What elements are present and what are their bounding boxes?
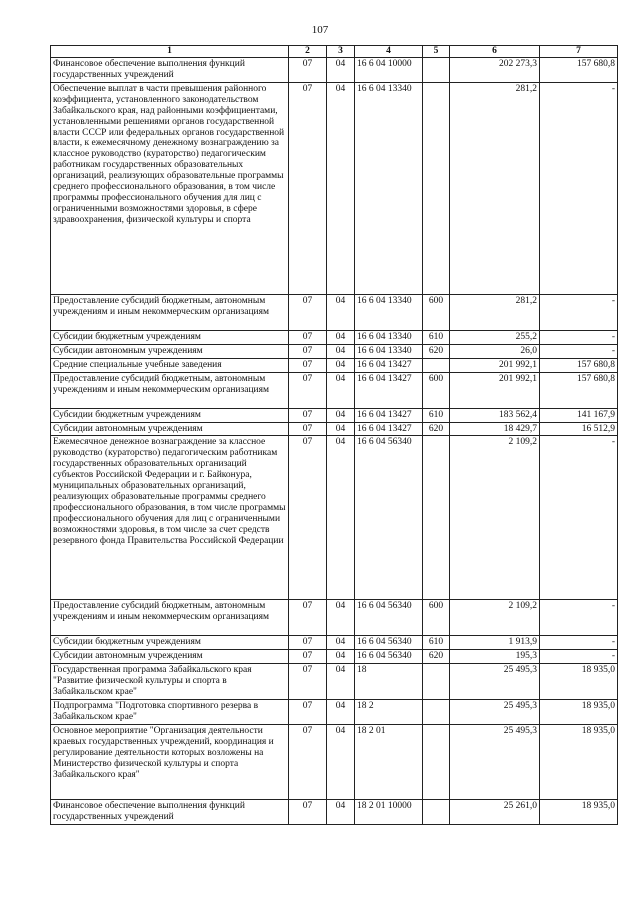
row-target-article-cell: 18 2 01 xyxy=(355,725,423,800)
row-target-article-cell: 16 6 04 13427 xyxy=(355,422,423,436)
row-amount2-cell: - xyxy=(540,600,618,636)
row-section-cell: 07 xyxy=(289,344,327,358)
row-amount2-cell: 18 935,0 xyxy=(540,725,618,800)
row-name-cell: Предоставление субсидий бюджетным, автономным учреждениям и иным некоммерческим организациям xyxy=(51,600,289,636)
row-section-cell: 07 xyxy=(289,422,327,436)
row-amount2-cell: - xyxy=(540,636,618,650)
row-expense-type-cell xyxy=(423,58,450,83)
row-amount-cell: 26,0 xyxy=(450,344,540,358)
row-expense-type-cell: 620 xyxy=(423,422,450,436)
row-section-cell: 07 xyxy=(289,82,327,294)
table-row xyxy=(51,800,618,825)
row-amount-cell: 1 913,9 xyxy=(450,636,540,650)
row-subsection-cell: 04 xyxy=(327,664,355,700)
row-subsection-cell: 04 xyxy=(327,650,355,664)
header-cell: 2 xyxy=(289,46,327,58)
row-expense-type-cell: 600 xyxy=(423,600,450,636)
row-subsection-cell: 04 xyxy=(327,358,355,372)
row-expense-type-cell: 620 xyxy=(423,650,450,664)
header-cell: 3 xyxy=(327,46,355,58)
row-amount2-cell: - xyxy=(540,436,618,600)
header-row xyxy=(51,46,618,58)
row-expense-type-cell xyxy=(423,358,450,372)
header-cell: 5 xyxy=(423,46,450,58)
row-subsection-cell: 04 xyxy=(327,344,355,358)
table-row xyxy=(51,294,618,330)
row-section-cell: 07 xyxy=(289,436,327,600)
page-number: 107 xyxy=(311,24,329,36)
row-expense-type-cell: 600 xyxy=(423,294,450,330)
row-subsection-cell: 04 xyxy=(327,422,355,436)
row-section-cell: 07 xyxy=(289,636,327,650)
row-subsection-cell: 04 xyxy=(327,636,355,650)
row-amount2-cell: 18 935,0 xyxy=(540,700,618,725)
row-name-cell: Субсидии бюджетным учреждениям xyxy=(51,636,289,650)
header-cell: 6 xyxy=(450,46,540,58)
row-amount-cell: 25 495,3 xyxy=(450,700,540,725)
row-amount2-cell: 157 680,8 xyxy=(540,58,618,83)
row-subsection-cell: 04 xyxy=(327,82,355,294)
row-amount2-cell: 18 935,0 xyxy=(540,664,618,700)
table-row xyxy=(51,700,618,725)
row-amount2-cell: 18 935,0 xyxy=(540,800,618,825)
row-expense-type-cell xyxy=(423,800,450,825)
row-amount2-cell: 16 512,9 xyxy=(540,422,618,436)
row-amount-cell: 183 562,4 xyxy=(450,408,540,422)
table-row xyxy=(51,358,618,372)
row-name-cell: Субсидии автономным учреждениям xyxy=(51,650,289,664)
row-expense-type-cell: 610 xyxy=(423,636,450,650)
row-section-cell: 07 xyxy=(289,700,327,725)
row-target-article-cell: 16 6 04 10000 xyxy=(355,58,423,83)
table-row xyxy=(51,422,618,436)
row-amount-cell: 2 109,2 xyxy=(450,600,540,636)
row-expense-type-cell: 600 xyxy=(423,372,450,408)
table-row xyxy=(51,600,618,636)
table-row xyxy=(51,330,618,344)
row-target-article-cell: 18 2 xyxy=(355,700,423,725)
row-target-article-cell: 16 6 04 56340 xyxy=(355,636,423,650)
row-target-article-cell: 16 6 04 13340 xyxy=(355,294,423,330)
row-amount2-cell: - xyxy=(540,650,618,664)
row-section-cell: 07 xyxy=(289,664,327,700)
row-name-cell: Государственная программа Забайкальского края "Развитие физической культуры и спорта в Забайкальском крае" xyxy=(51,664,289,700)
row-name-cell: Предоставление субсидий бюджетным, автономным учреждениям и иным некоммерческим организациям xyxy=(51,372,289,408)
table-row xyxy=(51,372,618,408)
row-name-cell: Финансовое обеспечение выполнения функций государственных учреждений xyxy=(51,800,289,825)
header-cell: 4 xyxy=(355,46,423,58)
row-name-cell: Подпрограмма "Подготовка спортивного резерва в Забайкальском крае" xyxy=(51,700,289,725)
row-name-cell: Средние специальные учебные заведения xyxy=(51,358,289,372)
row-target-article-cell: 16 6 04 56340 xyxy=(355,650,423,664)
row-amount2-cell: - xyxy=(540,82,618,294)
row-expense-type-cell: 620 xyxy=(423,344,450,358)
table-row xyxy=(51,436,618,600)
row-section-cell: 07 xyxy=(289,372,327,408)
row-section-cell: 07 xyxy=(289,650,327,664)
row-amount-cell: 195,3 xyxy=(450,650,540,664)
row-section-cell: 07 xyxy=(289,800,327,825)
row-name-cell: Финансовое обеспечение выполнения функций государственных учреждений xyxy=(51,58,289,83)
row-amount-cell: 25 495,3 xyxy=(450,725,540,800)
row-target-article-cell: 18 2 01 10000 xyxy=(355,800,423,825)
row-target-article-cell: 16 6 04 13427 xyxy=(355,358,423,372)
row-section-cell: 07 xyxy=(289,358,327,372)
row-expense-type-cell: 610 xyxy=(423,330,450,344)
row-section-cell: 07 xyxy=(289,725,327,800)
row-subsection-cell: 04 xyxy=(327,408,355,422)
table-row xyxy=(51,408,618,422)
row-amount-cell: 25 261,0 xyxy=(450,800,540,825)
header-cell: 1 xyxy=(51,46,289,58)
header-cell: 7 xyxy=(540,46,618,58)
row-target-article-cell: 16 6 04 56340 xyxy=(355,436,423,600)
row-subsection-cell: 04 xyxy=(327,725,355,800)
row-subsection-cell: 04 xyxy=(327,700,355,725)
row-amount2-cell: 141 167,9 xyxy=(540,408,618,422)
row-target-article-cell: 16 6 04 13340 xyxy=(355,82,423,294)
table-row xyxy=(51,58,618,83)
table-row xyxy=(51,344,618,358)
table-row xyxy=(51,664,618,700)
row-amount-cell: 281,2 xyxy=(450,82,540,294)
row-subsection-cell: 04 xyxy=(327,800,355,825)
row-expense-type-cell xyxy=(423,700,450,725)
row-expense-type-cell xyxy=(423,436,450,600)
row-amount2-cell: - xyxy=(540,344,618,358)
row-amount2-cell: - xyxy=(540,330,618,344)
row-section-cell: 07 xyxy=(289,408,327,422)
row-name-cell: Обеспечение выплат в части превышения районного коэффициента, установленного законодательством Забайкальского края, над районными коэффициентами, установленными решениями органов государственной власти СССР или федеральных органов государственной власти, к ежемесячному денежному вознаграждению за классное руководство (кураторство) педагогическим работникам государственных образовательных организаций, реализующих образовательные программы среднего профессионального образования, в том числе программы профессионального обучения для лиц с ограниченными возможностями здоровья, в сфере здравоохранения, физической культуры и спорта xyxy=(51,82,289,294)
row-subsection-cell: 04 xyxy=(327,58,355,83)
row-section-cell: 07 xyxy=(289,294,327,330)
row-amount-cell: 18 429,7 xyxy=(450,422,540,436)
table-row xyxy=(51,650,618,664)
row-expense-type-cell: 610 xyxy=(423,408,450,422)
row-expense-type-cell xyxy=(423,664,450,700)
row-amount2-cell: - xyxy=(540,294,618,330)
row-amount-cell: 25 495,3 xyxy=(450,664,540,700)
row-subsection-cell: 04 xyxy=(327,294,355,330)
row-name-cell: Ежемесячное денежное вознаграждение за классное руководство (кураторство) педагогическим работникам государственных образовательных организаций субъектов Российской Федерации и г. Байконура, муниципальных образовательных организаций, реализующих образовательные программы среднего профессионального образования, в том числе программы профессионального обучения для лиц с ограниченными возможностями здоровья, в том числе за счет средств резервного фонда Правительства Российской Федерации xyxy=(51,436,289,600)
row-amount-cell: 202 273,3 xyxy=(450,58,540,83)
table-row xyxy=(51,82,618,294)
row-target-article-cell: 16 6 04 13340 xyxy=(355,344,423,358)
row-amount2-cell: 157 680,8 xyxy=(540,358,618,372)
row-section-cell: 07 xyxy=(289,600,327,636)
row-target-article-cell: 16 6 04 56340 xyxy=(355,600,423,636)
row-section-cell: 07 xyxy=(289,58,327,83)
row-amount-cell: 201 992,1 xyxy=(450,372,540,408)
table-body xyxy=(51,58,618,825)
row-subsection-cell: 04 xyxy=(327,330,355,344)
row-subsection-cell: 04 xyxy=(327,436,355,600)
row-expense-type-cell xyxy=(423,725,450,800)
row-section-cell: 07 xyxy=(289,330,327,344)
budget-table xyxy=(50,45,618,825)
row-amount-cell: 281,2 xyxy=(450,294,540,330)
table-row xyxy=(51,636,618,650)
row-target-article-cell: 16 6 04 13427 xyxy=(355,372,423,408)
row-name-cell: Субсидии автономным учреждениям xyxy=(51,422,289,436)
row-name-cell: Предоставление субсидий бюджетным, автономным учреждениям и иным некоммерческим организациям xyxy=(51,294,289,330)
row-amount-cell: 255,2 xyxy=(450,330,540,344)
row-amount-cell: 2 109,2 xyxy=(450,436,540,600)
row-amount-cell: 201 992,1 xyxy=(450,358,540,372)
row-name-cell: Основное мероприятие "Организация деятельности краевых государственных учреждений, координация и регулирование деятельности которых возложены на Министерство физической культуры и спорта Забайкальского края" xyxy=(51,725,289,800)
row-subsection-cell: 04 xyxy=(327,372,355,408)
row-amount2-cell: 157 680,8 xyxy=(540,372,618,408)
row-target-article-cell: 18 xyxy=(355,664,423,700)
row-target-article-cell: 16 6 04 13427 xyxy=(355,408,423,422)
table-row xyxy=(51,725,618,800)
row-name-cell: Субсидии автономным учреждениям xyxy=(51,344,289,358)
row-name-cell: Субсидии бюджетным учреждениям xyxy=(51,330,289,344)
row-target-article-cell: 16 6 04 13340 xyxy=(355,330,423,344)
row-expense-type-cell xyxy=(423,82,450,294)
row-name-cell: Субсидии бюджетным учреждениям xyxy=(51,408,289,422)
row-subsection-cell: 04 xyxy=(327,600,355,636)
